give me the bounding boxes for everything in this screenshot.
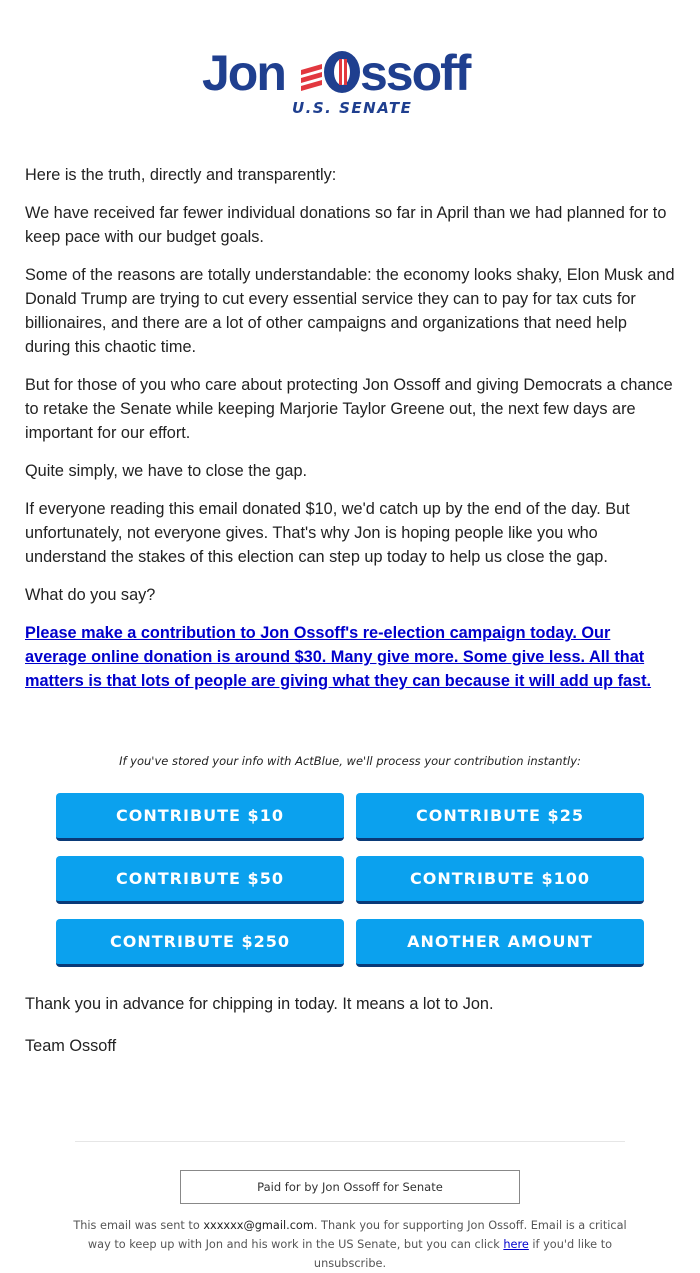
contribute-cta-link[interactable]: Please make a contribution to Jon Ossoff's re-election campaign today. Our average online donation is around $30. Many give more. Some give less. All that matters is that lots of people are giving what they can because it will add up fast.	[25, 624, 652, 690]
paragraph-ten-dollars: If everyone reading this email donated $10, we'd catch up by the end of the day. But unfortunately, not everyone gives. That's why Jon is hoping people like you who understand the stakes of this election can step up today to help us close the gap.	[25, 500, 630, 566]
logo-flag-stripes-icon	[301, 64, 322, 91]
logo-o-icon	[324, 51, 360, 93]
paragraph-protect: But for those of you who care about protecting Jon Ossoff and giving Democrats a chance to retake the Senate while keeping Marjorie Taylor Greene out, the next few days are important for our effort.	[25, 376, 673, 442]
email-body	[25, 163, 675, 707]
paid-for-disclaimer: Paid for by Jon Ossoff for Senate	[180, 1170, 520, 1204]
paragraph-intro: Here is the truth, directly and transparently:	[25, 166, 337, 184]
recipient-email: xxxxxx@gmail.com	[203, 1219, 314, 1232]
contribute-25-button[interactable]: CONTRIBUTE $25	[356, 793, 644, 841]
logo-subtitle: U.S. SENATE	[292, 99, 413, 117]
contribute-250-button[interactable]: CONTRIBUTE $250	[56, 919, 344, 967]
footer-divider	[75, 1141, 625, 1142]
paragraph-donations: We have received far fewer individual donations so far in April than we had planned for to keep pace with our budget goals.	[25, 204, 667, 246]
closing-thanks: Thank you in advance for chipping in today. It means a lot to Jon.	[25, 995, 494, 1013]
another-amount-button[interactable]: ANOTHER AMOUNT	[356, 919, 644, 967]
paragraph-question: What do you say?	[25, 586, 156, 604]
logo-name-last-rest: ssoff	[360, 45, 470, 101]
campaign-logo	[0, 40, 700, 120]
contribute-50-button[interactable]: CONTRIBUTE $50	[56, 856, 344, 904]
paragraph-close-gap: Quite simply, we have to close the gap.	[25, 462, 308, 480]
unsubscribe-link[interactable]: here	[503, 1238, 529, 1251]
footer-sent-suffix: . Thank you for supporting Jon Ossoff. Email is a critical way to keep up with Jon and his work in the US Senate, but you can click	[87, 1219, 627, 1251]
ossoff-logo-icon	[200, 40, 500, 120]
footer-sent-prefix: This email was sent to	[73, 1219, 204, 1232]
footer-note	[70, 1216, 630, 1273]
logo-name-first: Jon	[202, 45, 285, 101]
signature: Team Ossoff	[25, 1037, 117, 1055]
footer-unsubscribe-suffix: if you'd like to unsubscribe.	[313, 1238, 613, 1270]
actblue-note: If you've stored your info with ActBlue, we'll process your contribution instantly:	[119, 754, 581, 768]
contribute-100-button[interactable]: CONTRIBUTE $100	[356, 856, 644, 904]
contribute-10-button[interactable]: CONTRIBUTE $10	[56, 793, 344, 841]
paragraph-reasons: Some of the reasons are totally understandable: the economy looks shaky, Elon Musk and Donald Trump are trying to cut every essential service they can to pay for tax cuts for billionaires, and there are a lot of other campaigns and organizations that need help during this chaotic time.	[25, 266, 675, 356]
